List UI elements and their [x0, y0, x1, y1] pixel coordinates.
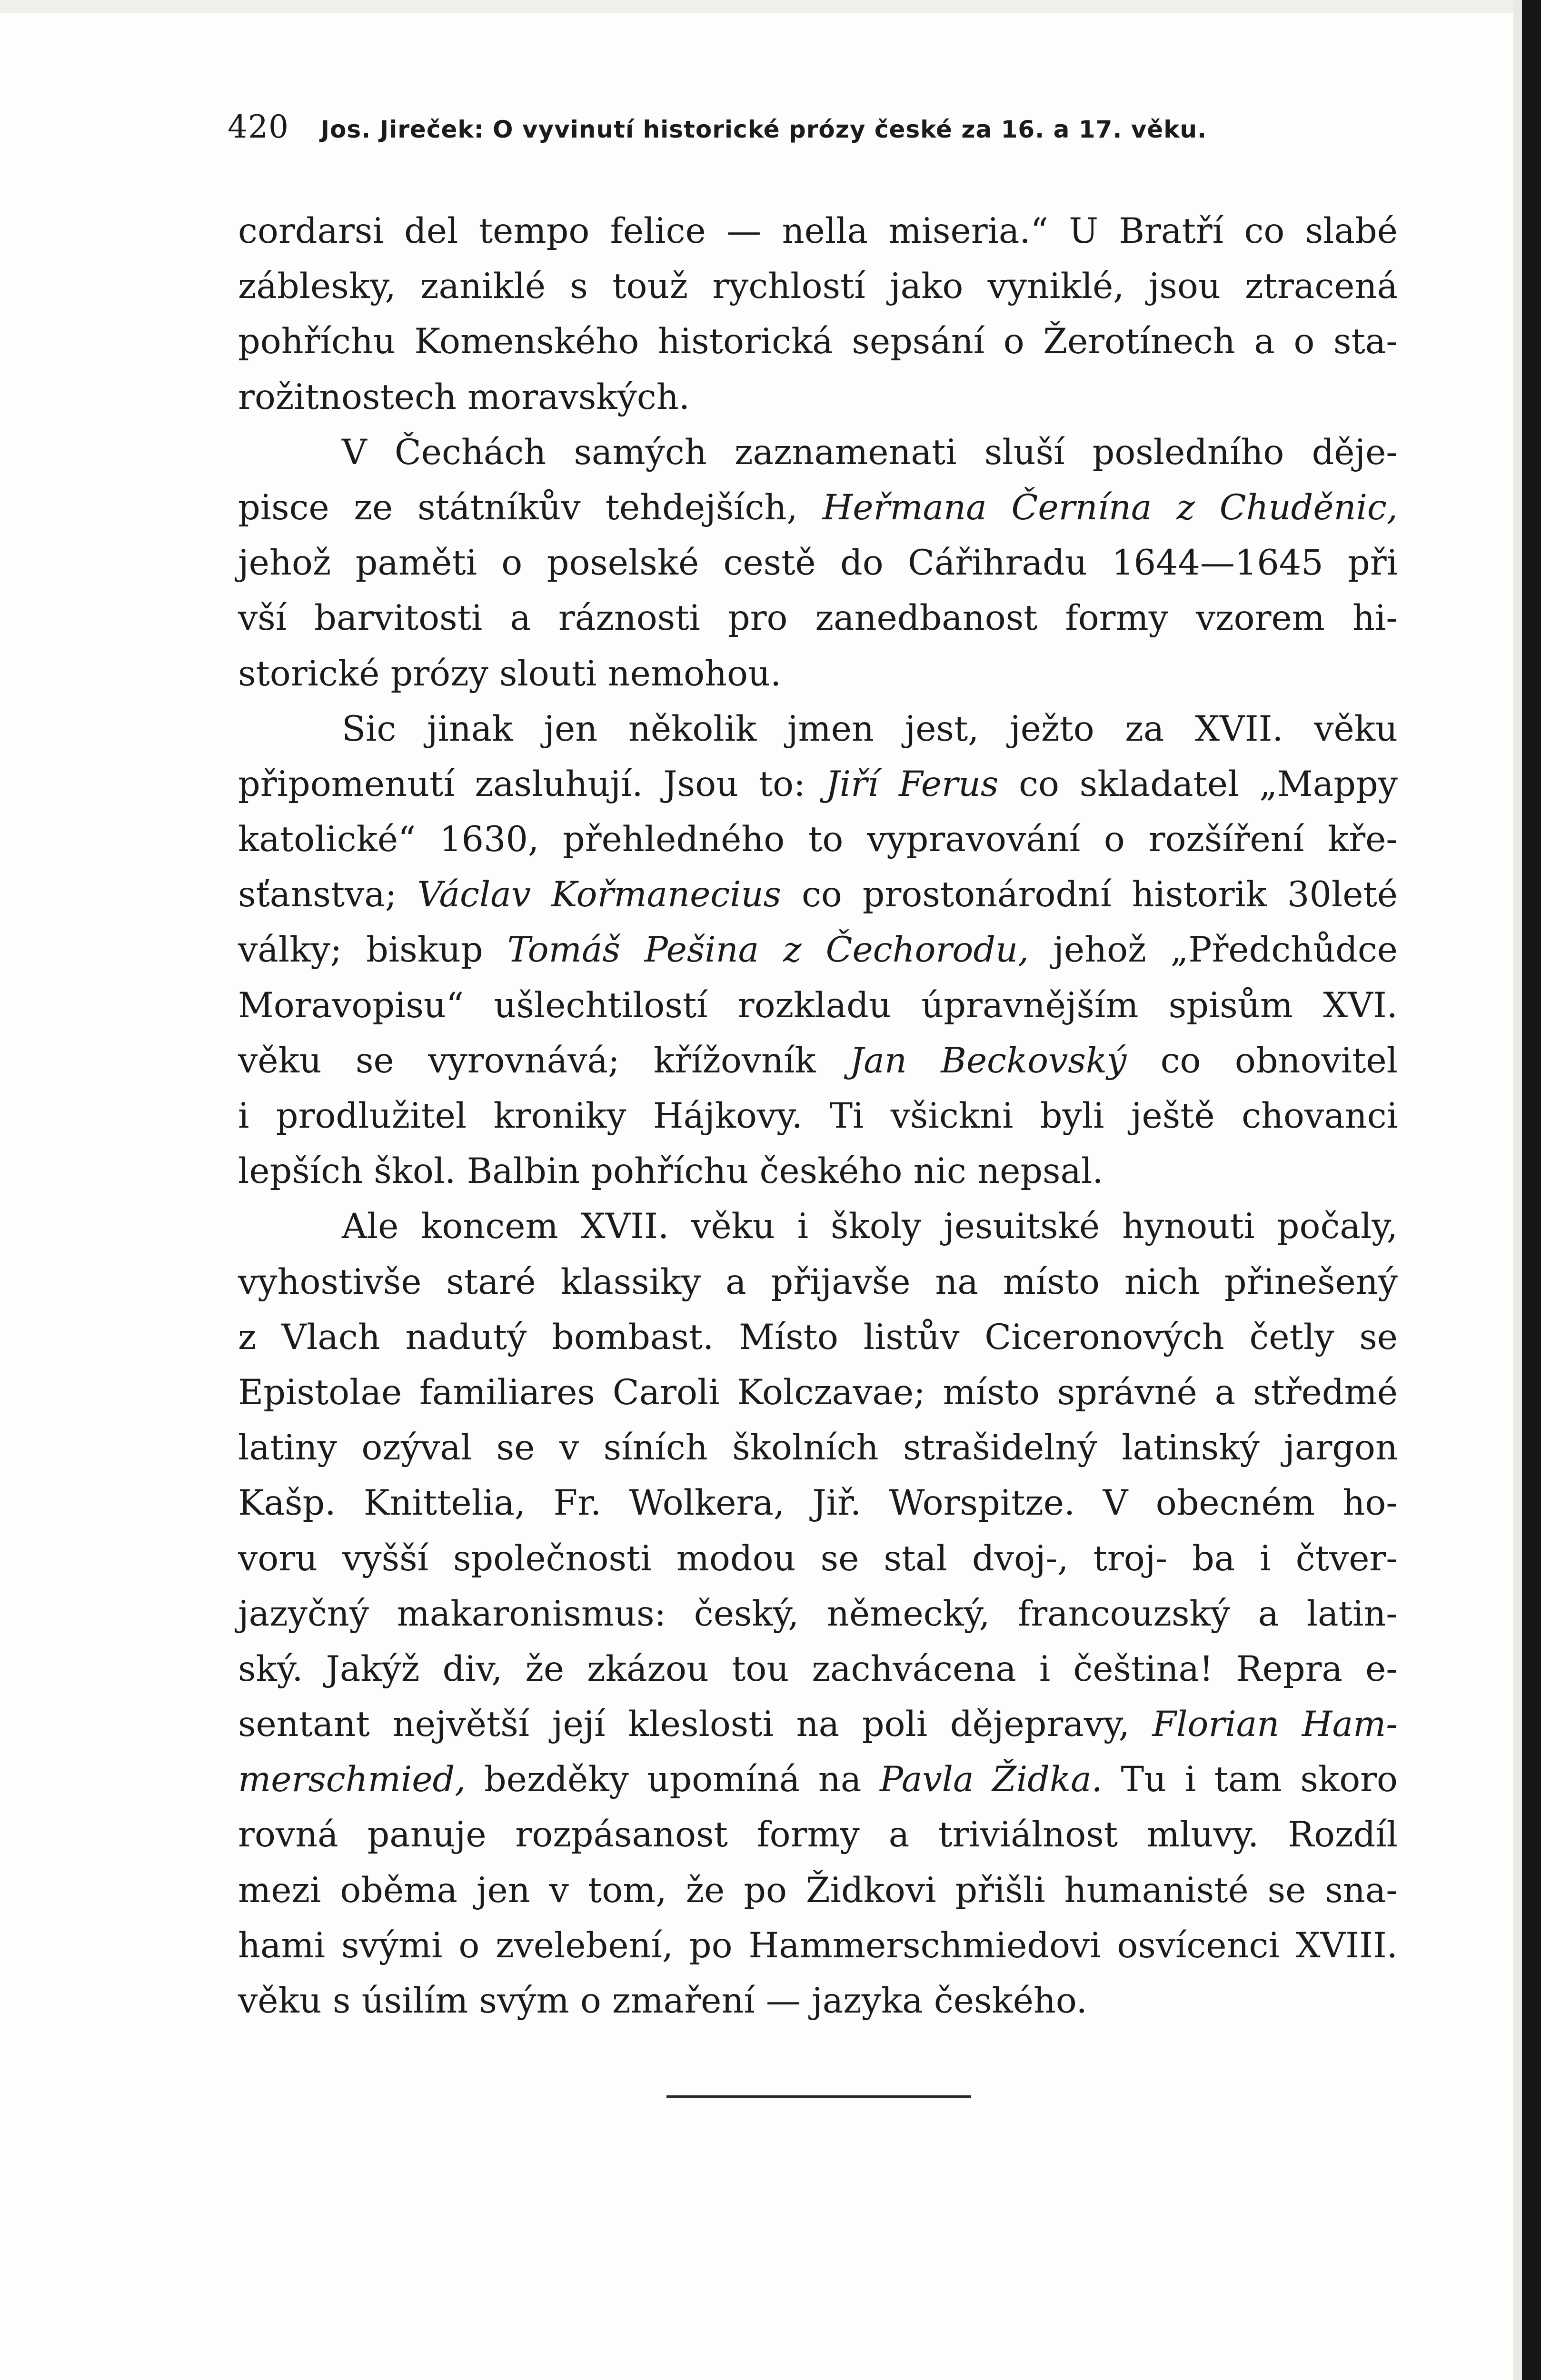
text-line	[238, 1752, 1398, 1807]
text-line	[238, 1863, 1398, 1918]
text-run: Ale koncem XVII. věku i školy jesuitské hynouti počaly,	[342, 1206, 1398, 1247]
text-run: hami svými o zvelebení, po Hammerschmiedovi osvícenci XVIII.	[238, 1925, 1398, 1966]
italic-name: Václav Kořmanecius	[417, 874, 782, 915]
text-run: připomenutí zasluhují. Jsou to:	[238, 764, 826, 804]
text-line	[238, 1199, 1398, 1254]
text-line	[238, 1587, 1398, 1642]
text-line	[238, 536, 1398, 591]
text-line	[238, 922, 1398, 978]
text-run: sentant největší její kleslosti na poli dějepravy,	[238, 1704, 1153, 1745]
text-run: vyhostivše staré klassiky a přijavše na místo nich přinešený	[238, 1261, 1398, 1302]
text-run: války; biskup	[238, 930, 507, 971]
text-line	[238, 1918, 1398, 1973]
text-line	[238, 1144, 1398, 1199]
text-line	[238, 1807, 1398, 1863]
italic-name: Tomáš Pešina z Čechorodu,	[507, 930, 1029, 971]
text-line	[238, 1476, 1398, 1531]
text-line	[238, 425, 1398, 480]
text-run: jehož „Předchůdce	[1029, 930, 1398, 971]
paragraph	[238, 1199, 1398, 2029]
italic-name: Jiří Ferus	[825, 764, 999, 804]
text-line	[238, 314, 1398, 369]
text-run: rožitnostech moravských.	[238, 377, 690, 417]
text-run: sťanstva;	[238, 874, 418, 915]
text-run: bezděky upomíná na	[466, 1759, 880, 1800]
text-line	[238, 702, 1398, 757]
text-line	[238, 978, 1398, 1033]
text-run: jazyčný makaronismus: český, německý, francouzský a latin-	[238, 1593, 1398, 1634]
text-run: věku s úsilím svým o zmaření — jazyka českého.	[238, 1981, 1087, 2021]
text-run: storické prózy slouti nemohou.	[238, 653, 782, 694]
text-line	[238, 204, 1398, 259]
text-line	[238, 1642, 1398, 1697]
text-line	[238, 757, 1398, 812]
page-number: 420	[228, 109, 289, 145]
italic-name: Pavla Židka.	[880, 1759, 1103, 1800]
text-line	[238, 1089, 1398, 1144]
paragraph	[238, 425, 1398, 702]
italic-name: Jan Beckovský	[850, 1040, 1127, 1081]
text-line	[238, 1255, 1398, 1310]
text-run: mezi oběma jen v tom, že po Židkovi přišli humanisté se sna-	[238, 1870, 1398, 1911]
text-line	[238, 370, 1398, 425]
text-run: Tu i tam skoro	[1102, 1759, 1398, 1800]
text-run: i prodlužitel kroniky Hájkovy. Ti všickni byli ještě chovanci	[238, 1096, 1398, 1136]
text-run: pohříchu Komenského historická sepsání o Žerotínech a o sta-	[238, 321, 1398, 362]
running-title: Jos. Jireček: O vyvinutí historické prózy české za 16. a 17. věku.	[320, 116, 1207, 143]
text-run: záblesky, zaniklé s touž rychlostí jako vyniklé, jsou ztracená	[238, 266, 1398, 307]
text-line	[238, 480, 1398, 536]
text-line	[238, 1420, 1398, 1476]
body-text	[238, 204, 1398, 2029]
running-header	[228, 106, 1408, 149]
text-run: katolické“ 1630, přehledného to vypravování o rozšíření kře-	[238, 819, 1398, 860]
italic-name: merschmied,	[238, 1759, 466, 1800]
text-run: lepších škol. Balbin pohříchu českého nic nepsal.	[238, 1151, 1104, 1192]
closing-rule	[666, 2095, 971, 2098]
text-run: V Čechách samých zaznamenati sluší posledního děje-	[342, 432, 1398, 473]
text-run: věku se vyrovnává; křížovník	[238, 1040, 850, 1081]
text-line	[238, 1033, 1398, 1089]
text-run: Kašp. Knittelia, Fr. Wolkera, Jiř. Worspitze. V obecném ho-	[238, 1483, 1398, 1524]
text-line	[238, 646, 1398, 702]
text-run: Moravopisu“ ušlechtilostí rozkladu úpravnějším spisům XVI.	[238, 985, 1398, 1026]
italic-name: Heřmana Černína z Chuděnic,	[822, 487, 1398, 528]
text-line	[238, 1365, 1398, 1420]
page-top-shadow	[0, 0, 1541, 13]
text-run: cordarsi del tempo felice — nella miseria.“ U Bratří co slabé	[238, 211, 1398, 251]
text-run: co prostonárodní historik 30leté	[781, 874, 1398, 915]
text-run: latiny ozýval se v síních školních strašidelný latinský jargon	[238, 1428, 1398, 1468]
text-run: co skladatel „Mappy	[998, 764, 1398, 804]
text-run: pisce ze státníkův tehdejších,	[238, 487, 823, 528]
text-run: co obnovitel	[1126, 1040, 1398, 1081]
text-run: rovná panuje rozpásanost formy a triviálnost mluvy. Rozdíl	[238, 1815, 1398, 1855]
text-run: Epistolae familiares Caroli Kolczavae; místo správné a středmé	[238, 1372, 1398, 1413]
italic-name: Florian Ham-	[1152, 1704, 1398, 1745]
text-run: ský. Jakýž div, že zkázou tou zachvácena i čeština! Repra e-	[238, 1648, 1398, 1689]
text-line	[238, 1973, 1398, 2029]
text-run: z Vlach nadutý bombast. Místo listův Ciceronových četly se	[238, 1317, 1398, 1358]
text-run: jehož paměti o poselské cestě do Cářihradu 1644—1645 při	[238, 543, 1398, 584]
page-edge-shadow	[1522, 0, 1541, 2380]
text-line	[238, 1310, 1398, 1365]
text-run: voru vyšší společnosti modou se stal dvoj-, troj- ba i čtver-	[238, 1538, 1398, 1579]
text-line	[238, 1697, 1398, 1752]
text-line	[238, 812, 1398, 867]
paragraph	[238, 204, 1398, 425]
text-line	[238, 259, 1398, 314]
text-line	[238, 1531, 1398, 1587]
text-run: Sic jinak jen několik jmen jest, ježto za XVII. věku	[342, 708, 1398, 749]
text-run: vší barvitosti a ráznosti pro zanedbanost formy vzorem hi-	[238, 598, 1398, 639]
paragraph	[238, 702, 1398, 1200]
text-line	[238, 591, 1398, 646]
text-line	[238, 867, 1398, 922]
page-edge-highlight	[1513, 0, 1522, 2380]
